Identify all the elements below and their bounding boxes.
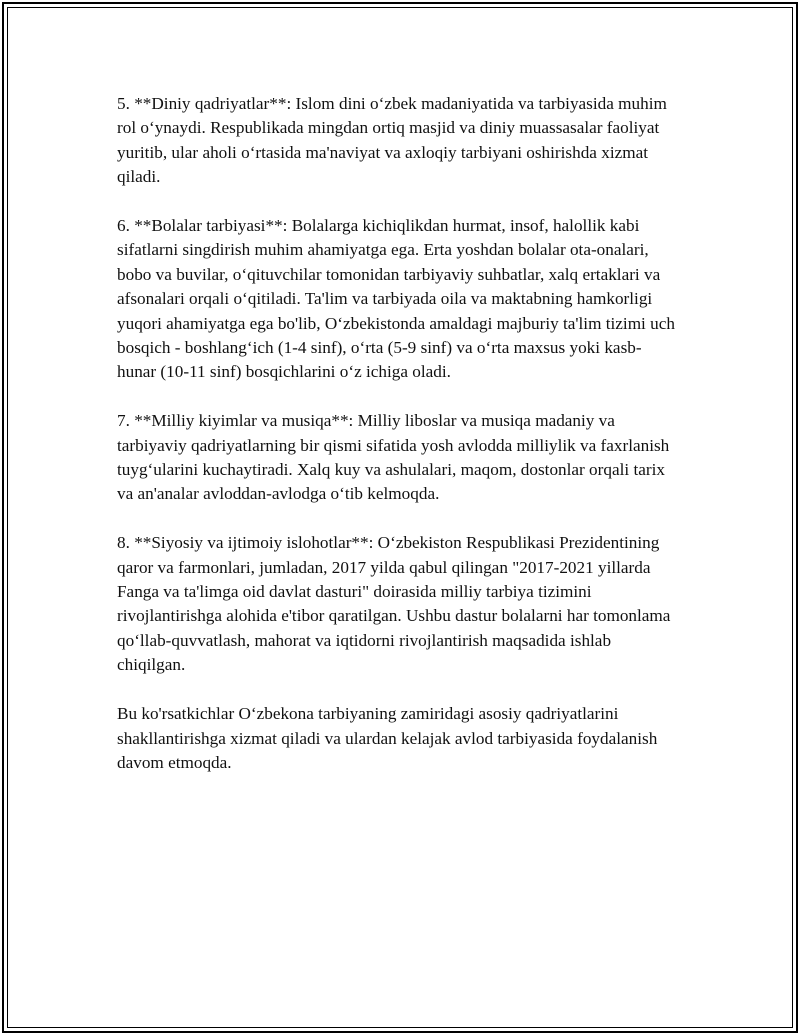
- paragraph-bolalar-tarbiyasi: 6. **Bolalar tarbiyasi**: Bolalarga kichiqlikdan hurmat, insof, halollik kabi sifatlarni singdirish muhim ahamiyatga ega. Erta yoshdan bolalar ota-onalari, bobo va buvilar, o‘qituvchilar tomonidan tarbiyaviy suhbatlar, xalq ertaklari va afsonalari orqali o‘qitiladi. Ta'lim va tarbiyada oila va maktabning hamkorligi yuqori ahamiyatga ega bo'lib, O‘zbekistonda amaldagi majburiy ta'lim tizimi uch bosqich - boshlang‘ich (1-4 sinf), o‘rta (5-9 sinf) va o‘rta maxsus yoki kasb-hunar (10-11 sinf) bosqichlarini o‘z ichiga oladi.: [117, 216, 675, 382]
- paragraph-siyosiy-islohotlar: 8. **Siyosiy va ijtimoiy islohotlar**: O‘zbekiston Respublikasi Prezidentining qaror va farmonlari, jumladan, 2017 yilda qabul qilingan "2017-2021 yillarda Fanga va ta'limga oid davlat dasturi" doirasida milliy tarbiya tizimini rivojlantirishga alohida e'tibor qaratilgan. Ushbu dastur bolalarni har tomonlama qo‘llab-quvvatlash, mahorat va iqtidorni rivojlantirish maqsadida ishlab chiqilgan.: [117, 533, 671, 675]
- document-body: [117, 92, 677, 775]
- paragraph-conclusion: Bu ko'rsatkichlar O‘zbekona tarbiyaning zamiridagi asosiy qadriyatlarini shakllantirishga xizmat qiladi va ulardan kelajak avlod tarbiyasida foydalanish davom etmoqda.: [117, 704, 658, 772]
- paragraph-diniy-qadriyatlar: 5. **Diniy qadriyatlar**: Islom dini o‘zbek madaniyatida va tarbiyasida muhim rol o‘ynaydi. Respublikada mingdan ortiq masjid va diniy muassasalar faoliyat yuritib, ular aholi o‘rtasida ma'naviyat va axloqiy tarbiyani oshirishda xizmat qiladi.: [117, 94, 667, 187]
- paragraph-milliy-kiyimlar: 7. **Milliy kiyimlar va musiqa**: Milliy liboslar va musiqa madaniy va tarbiyaviy qadriyatlarning bir qismi sifatida yosh avlodda milliylik va faxrlanish tuyg‘ularini kuchaytiradi. Xalq kuy va ashulalari, maqom, dostonlar orqali tarix va an'analar avloddan-avlodga o‘tib kelmoqda.: [117, 411, 670, 504]
